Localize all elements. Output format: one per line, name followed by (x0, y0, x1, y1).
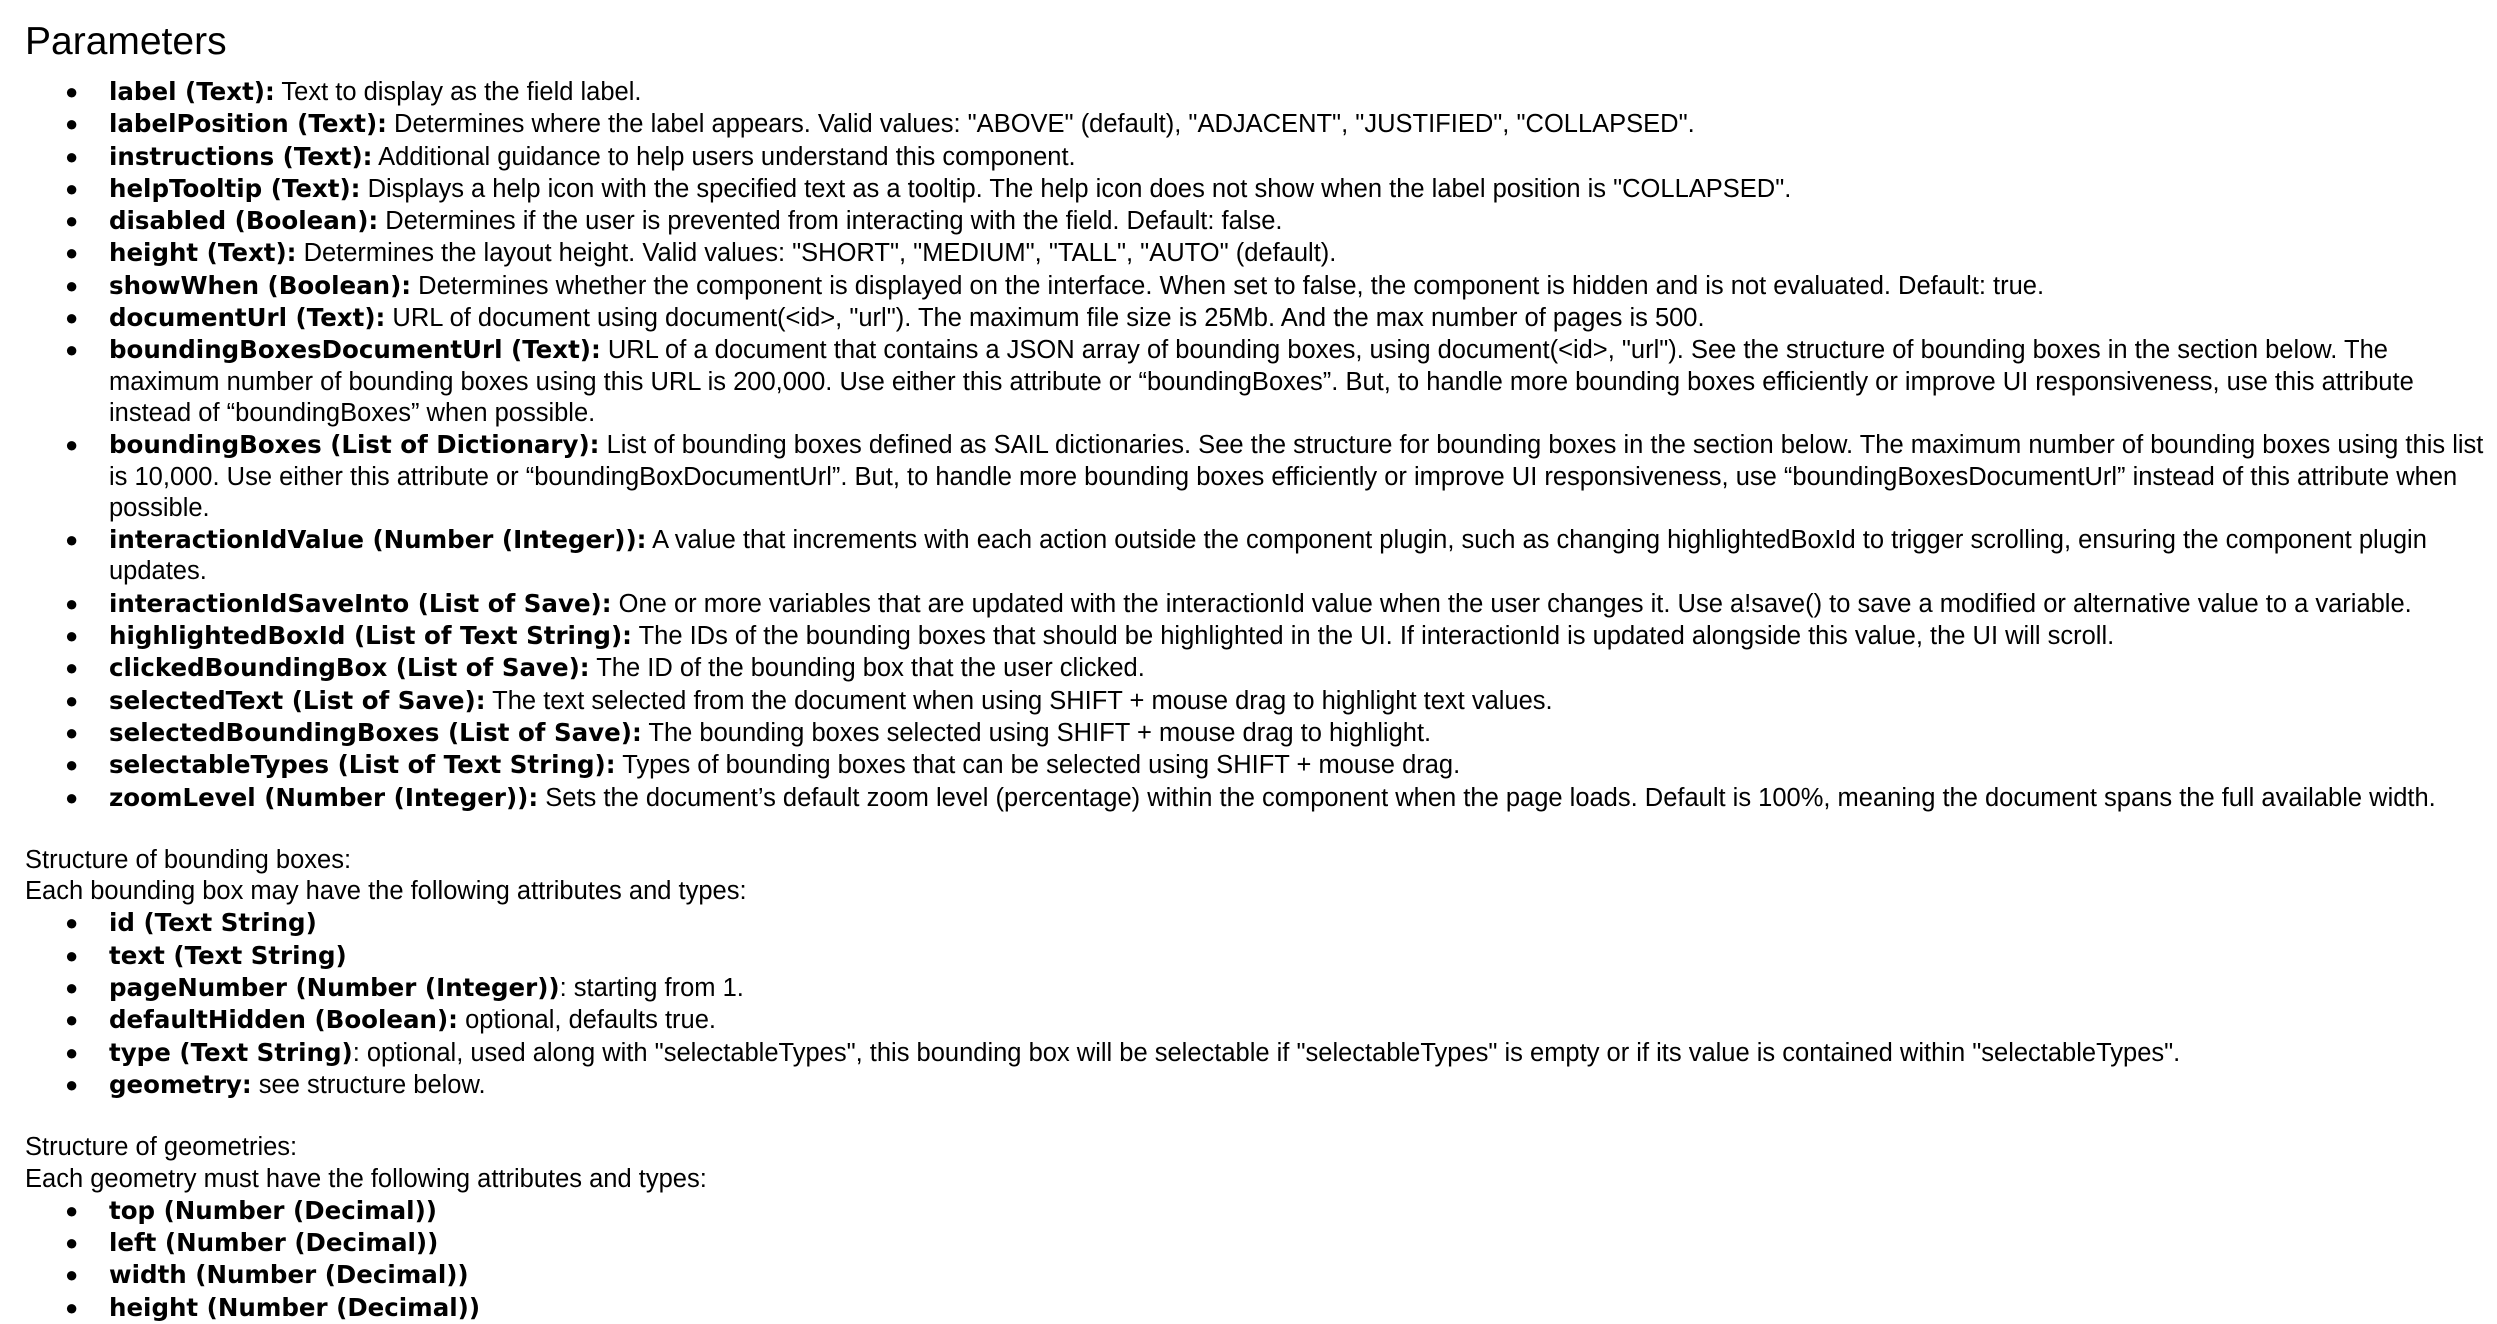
geometry-attribute-item (25, 1259, 2497, 1291)
attribute-term: helpTooltip (Text): (109, 173, 361, 203)
attribute-description: Determines where the label appears. Valid values: "ABOVE" (default), "ADJACENT", "JUSTIFIED", "COLLAPSED". (394, 110, 1695, 139)
bullet-icon: ● (65, 975, 79, 1001)
attribute-description: : optional, used along with "selectableTypes", this bounding box will be selectable if "selectableTypes" is empty or if its value is contained within "selectableTypes". (352, 1038, 2181, 1067)
attribute-description: The text selected from the document when using SHIFT + mouse drag to highlight text values. (492, 686, 1553, 715)
geometry-attribute-item (25, 1195, 2497, 1227)
parameter-item (25, 685, 2497, 717)
parameter-item (25, 524, 2497, 588)
attribute-description: see structure below. (258, 1070, 486, 1099)
attribute-description: Determines if the user is prevented from interacting with the field. Default: false. (385, 207, 1283, 236)
bounding-box-attribute-item (25, 1004, 2497, 1036)
bullet-icon: ● (65, 784, 79, 810)
bullet-icon: ● (65, 240, 79, 266)
bounding-box-attributes-list (25, 907, 2497, 1101)
attribute-description: Additional guidance to help users understand this component. (378, 142, 1076, 171)
attribute-description: Text to display as the field label. (281, 78, 642, 106)
bullet-icon: ● (65, 719, 79, 745)
attribute-term: selectedText (List of Save): (109, 685, 486, 715)
attribute-term: left (Number (Decimal)) (109, 1228, 439, 1258)
attribute-term: label (Text): (109, 77, 275, 106)
bounding-boxes-section-intro: Each bounding box may have the following attributes and types: (25, 877, 747, 906)
attribute-term: interactionIdSaveInto (List of Save): (109, 588, 612, 618)
attribute-description: The ID of the bounding box that the user clicked. (596, 654, 1145, 683)
geometries-section-intro: Each geometry must have the following attributes and types: (25, 1164, 707, 1193)
attribute-description: Types of bounding boxes that can be selected using SHIFT + mouse drag. (622, 751, 1461, 780)
bullet-icon: ● (65, 655, 79, 681)
attribute-term: labelPosition (Text): (109, 109, 387, 139)
bullet-icon: ● (65, 1007, 79, 1033)
attribute-description: URL of a document that contains a JSON array of bounding boxes, using document(<id>, "url"). See the structure of bounding boxes in the section below. The maximum number of bounding boxes using this URL is 200,000. Use either this attribute or “boundingBoxes”. But, to handle more bounding boxes efficiently or improve UI responsiveness, use this attribute instead of “boundingBoxes” when possible. (109, 336, 2414, 427)
attribute-term: instructions (Text): (109, 141, 373, 171)
bullet-icon: ● (65, 1197, 79, 1223)
bullet-icon: ● (65, 337, 79, 363)
parameter-item (25, 173, 2497, 205)
geometries-section-title: Structure of geometries: (25, 1133, 298, 1162)
attribute-description: Sets the document’s default zoom level (percentage) within the component when the page loads. Default is 100%, meaning the document spans the full available width. (545, 783, 2436, 812)
attribute-term: disabled (Boolean): (109, 206, 379, 236)
attribute-term: geometry: (109, 1069, 252, 1099)
bullet-icon: ● (65, 1230, 79, 1256)
bullet-icon: ● (65, 1262, 79, 1288)
bullet-icon: ● (65, 1294, 79, 1320)
attribute-term: id (Text String) (109, 908, 317, 938)
attribute-description: Determines whether the component is displayed on the interface. When set to false, the component is hidden and is not evaluated. Default: true. (418, 271, 2045, 300)
bullet-icon: ● (65, 910, 79, 936)
attribute-description: URL of document using document(<id>, "url"). The maximum file size is 25Mb. And the max number of pages is 500. (392, 304, 1705, 333)
attribute-term: boundingBoxes (List of Dictionary): (109, 430, 600, 460)
attribute-term: height (Text): (109, 238, 297, 268)
parameter-item (25, 237, 2497, 269)
attribute-description: The IDs of the bounding boxes that should be highlighted in the UI. If interactionId is updated alongside this value, the UI will scroll. (638, 622, 2115, 651)
bullet-icon: ● (65, 623, 79, 649)
bullet-icon: ● (65, 143, 79, 169)
bullet-icon: ● (65, 79, 79, 104)
bounding-box-attribute-item (25, 1037, 2497, 1069)
attribute-term: zoomLevel (Number (Integer)): (109, 782, 539, 812)
parameter-item (25, 108, 2497, 140)
attribute-term: width (Number (Decimal)) (109, 1260, 469, 1290)
parameter-item (25, 205, 2497, 237)
attribute-term: documentUrl (Text): (109, 303, 386, 333)
parameter-item (25, 302, 2497, 334)
bullet-icon: ● (65, 687, 79, 713)
parameter-item (25, 334, 2497, 429)
parameter-item (25, 588, 2497, 620)
bounding-box-attribute-item (25, 940, 2497, 972)
attribute-description: The bounding boxes selected using SHIFT + mouse drag to highlight. (648, 718, 1432, 747)
bullet-icon: ● (65, 432, 79, 458)
geometry-attribute-item (25, 1292, 2497, 1324)
attribute-term: clickedBoundingBox (List of Save): (109, 653, 590, 683)
attribute-description: : starting from 1. (559, 974, 744, 1003)
section-spacer (25, 814, 2497, 845)
bullet-icon: ● (65, 208, 79, 234)
attribute-description: One or more variables that are updated with the interactionId value when the user changes it. Use a!save() to save a modified or alternative value to a variable. (618, 589, 2412, 618)
parameter-item (25, 270, 2497, 302)
parameter-item (25, 782, 2497, 814)
parameter-item (25, 717, 2497, 749)
bounding-boxes-section-title: Structure of bounding boxes: (25, 845, 352, 874)
bullet-icon: ● (65, 272, 79, 298)
bullet-icon: ● (65, 752, 79, 778)
attribute-term: text (Text String) (109, 940, 347, 970)
attribute-term: height (Number (Decimal)) (109, 1292, 481, 1322)
parameter-item (25, 76, 2497, 108)
attribute-term: selectableTypes (List of Text String): (109, 750, 616, 780)
bounding-box-attribute-item (25, 972, 2497, 1004)
parameter-item (25, 620, 2497, 652)
section-spacer (25, 1101, 2497, 1132)
geometry-attributes-list (25, 1195, 2497, 1324)
attribute-term: showWhen (Boolean): (109, 270, 412, 300)
bullet-icon: ● (65, 305, 79, 331)
bounding-box-attribute-item (25, 907, 2497, 939)
attribute-term: boundingBoxesDocumentUrl (Text): (109, 335, 601, 365)
attribute-description: Determines the layout height. Valid values: "SHORT", "MEDIUM", "TALL", "AUTO" (default). (303, 239, 1337, 268)
bullet-icon: ● (65, 1071, 79, 1097)
parameter-item (25, 429, 2497, 524)
attribute-term: pageNumber (Number (Integer)) (109, 973, 560, 1003)
bullet-icon: ● (65, 590, 79, 616)
page-title: Parameters (25, 20, 227, 63)
attribute-description: Displays a help icon with the specified text as a tooltip. The help icon does not show when the label position is "COLLAPSED". (367, 174, 1792, 203)
bounding-box-attribute-item (25, 1069, 2497, 1101)
attribute-term: interactionIdValue (Number (Integer)): (109, 525, 647, 555)
attribute-description: optional, defaults true. (465, 1006, 716, 1035)
parameters-list (25, 76, 2497, 814)
attribute-description: A value that increments with each action outside the component plugin, such as changing highlightedBoxId to trigger scrolling, ensuring the component plugin updates. (109, 526, 2427, 586)
attribute-term: highlightedBoxId (List of Text String): (109, 621, 632, 651)
parameter-item (25, 652, 2497, 684)
parameter-item (25, 749, 2497, 781)
bullet-icon: ● (65, 111, 79, 137)
attribute-term: selectedBoundingBoxes (List of Save): (109, 717, 642, 747)
parameter-item (25, 141, 2497, 173)
attribute-description: List of bounding boxes defined as SAIL dictionaries. See the structure for bounding boxes in the section below. The maximum number of bounding boxes using this list is 10,000. Use either this attribute or “boundingBoxDocumentUrl”. But, to handle more bounding boxes efficiently or improve UI responsiveness, use “boundingBoxesDocumentUrl” instead of this attribute when possible. (109, 431, 2484, 522)
geometry-attribute-item (25, 1227, 2497, 1259)
bullet-icon: ● (65, 942, 79, 968)
attribute-term: top (Number (Decimal)) (109, 1195, 437, 1225)
bullet-icon: ● (65, 527, 79, 553)
attribute-term: defaultHidden (Boolean): (109, 1005, 458, 1035)
bullet-icon: ● (65, 1039, 79, 1065)
attribute-term: type (Text String) (109, 1037, 353, 1067)
bullet-icon: ● (65, 175, 79, 201)
